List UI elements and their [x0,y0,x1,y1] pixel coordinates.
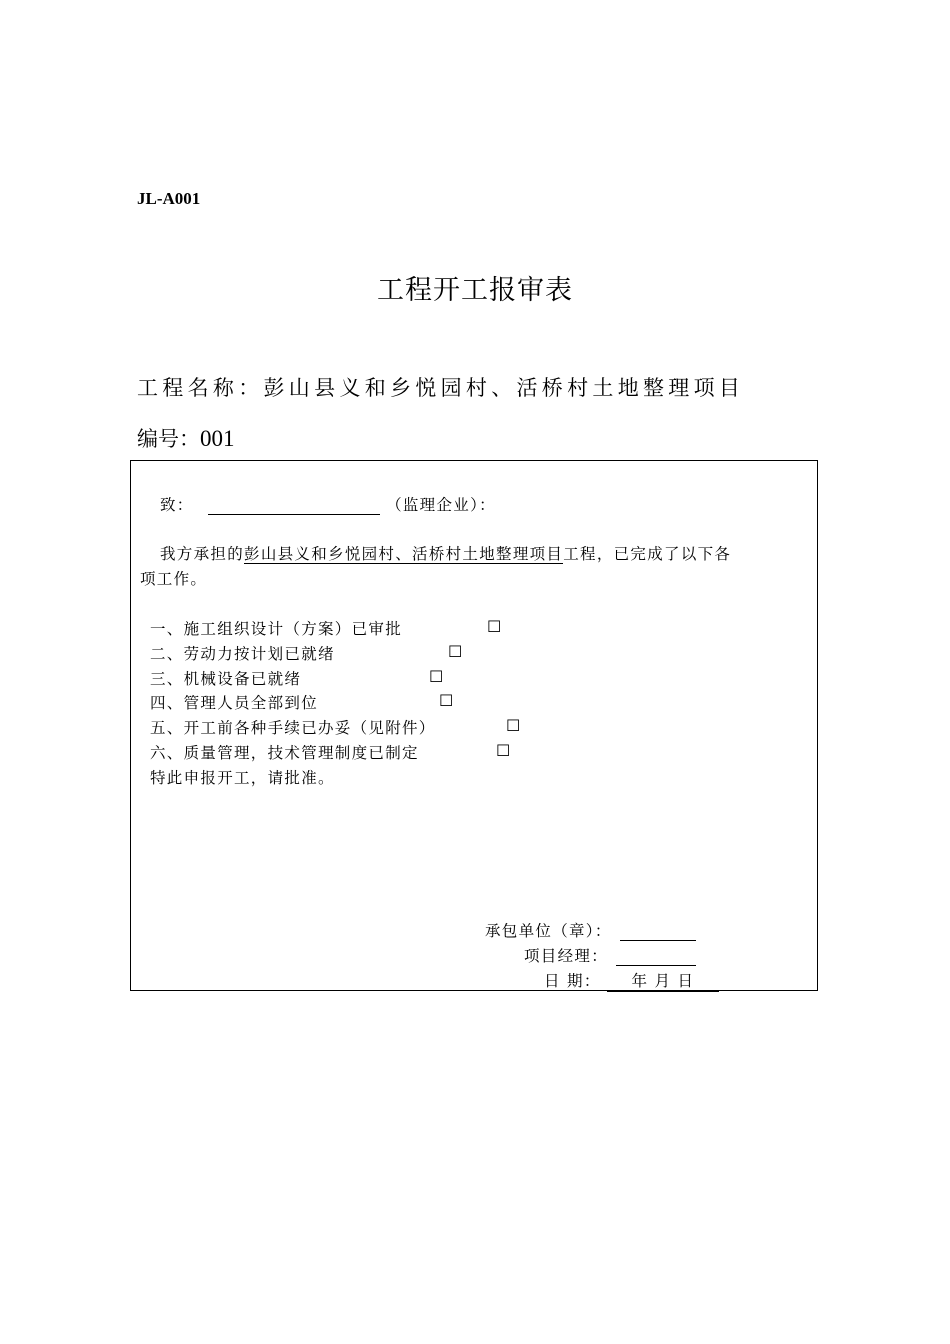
checklist-item-3: 三、机械设备已就绪 [150,670,302,688]
document-title: 工程开工报审表 [377,275,573,306]
project-manager-blank[interactable] [616,949,696,966]
document-number-value: 001 [200,426,235,451]
contractor-label: 承包单位（章）： [485,922,612,940]
date-label: 日 期： [544,972,601,990]
checkbox-item-6[interactable]: ☐ [496,741,511,760]
checklist-item-5: 五、开工前各种手续已办妥（见附件） [150,719,436,737]
document-number-label: 编号： [137,427,200,451]
project-name-line [137,372,744,402]
checkbox-item-4[interactable]: ☐ [439,691,454,710]
date-line [544,969,719,992]
checkbox-item-1[interactable]: ☐ [487,617,502,636]
checklist-item-6: 六、质量管理，技术管理制度已制定 [150,744,419,762]
project-manager-line [524,944,696,966]
application-form-box [130,460,818,991]
addressee-suffix: （监理企业）： [386,496,496,514]
checkbox-item-5[interactable]: ☐ [506,716,521,735]
closing-statement: 特此申报开工，请批准。 [150,769,335,787]
addressee-label: 致： [160,496,194,514]
addressee-line [160,493,496,515]
intro-suffix: 工程，已完成了以下各 [563,545,732,563]
date-value[interactable]: 年 月 日 [607,969,719,992]
form-code: JL-A001 [137,189,201,208]
intro-line-2: 项工作。 [140,570,208,588]
project-manager-label: 项目经理： [524,947,609,965]
intro-prefix: 我方承担的 [160,545,245,563]
project-name-value: 彭山县义和乡悦园村、活桥村土地整理项目 [263,376,745,400]
checklist-item-1: 一、施工组织设计（方案）已审批 [150,620,403,638]
addressee-blank[interactable] [208,498,380,515]
intro-project-name: 彭山县义和乡悦园村、活桥村土地整理项目 [244,545,564,563]
checkbox-item-2[interactable]: ☐ [448,642,463,661]
project-name-label: 工程名称： [137,376,264,400]
intro-line-1 [160,542,731,564]
checkbox-item-3[interactable]: ☐ [429,667,444,686]
contractor-blank[interactable] [620,924,696,941]
checklist-item-4: 四、管理人员全部到位 [150,694,319,712]
checklist-item-2: 二、劳动力按计划已就绪 [150,645,335,663]
contractor-line [485,919,696,941]
document-number-line [137,423,235,453]
